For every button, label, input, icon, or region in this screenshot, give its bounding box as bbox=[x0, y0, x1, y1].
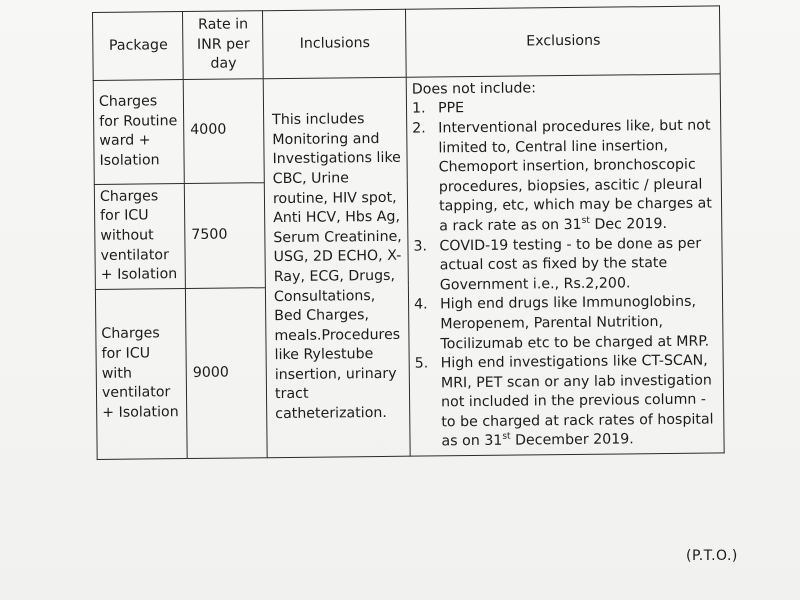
exclusion-text: PPE bbox=[437, 100, 465, 117]
header-inclusions: Inclusions bbox=[262, 9, 406, 78]
exclusion-item bbox=[415, 352, 720, 453]
exclusion-number: 1. bbox=[411, 100, 426, 118]
exclusion-number: 2. bbox=[412, 120, 426, 137]
package-cell: Charges for ICU with ventilator + Isolation bbox=[95, 288, 187, 459]
header-exclusions: Exclusions bbox=[405, 6, 720, 77]
header-package: Package bbox=[93, 12, 184, 81]
header-rate: Rate in INR per day bbox=[183, 11, 264, 80]
exclusions-intro: Does not include: bbox=[411, 80, 537, 98]
exclusion-item bbox=[413, 234, 718, 296]
exclusion-text: COVID-19 testing - to be done as per actual cost as fixed by the state Government i.e., Rs.2,200. bbox=[439, 235, 702, 294]
rate-cell: 7500 bbox=[184, 182, 265, 288]
exclusion-item bbox=[414, 293, 719, 355]
exclusion-number: 3. bbox=[413, 238, 428, 255]
table-header-row bbox=[93, 6, 721, 80]
pto-note: (P.T.O.) bbox=[686, 548, 738, 564]
package-cell: Charges for Routine ward + Isolation bbox=[93, 79, 184, 184]
table-row bbox=[93, 74, 721, 185]
ordinal-suffix: st bbox=[581, 215, 590, 226]
exclusions-list bbox=[412, 97, 720, 453]
package-rates-table bbox=[92, 5, 725, 460]
exclusion-text-end: Dec 2019. bbox=[589, 215, 668, 233]
exclusion-item bbox=[412, 116, 717, 237]
exclusions-cell bbox=[406, 74, 724, 457]
rate-cell: 4000 bbox=[183, 78, 264, 183]
exclusion-text: High end drugs like Immunoglobins, Meropenem, Parental Nutrition, Tocilizumab etc to be charged at MRP. bbox=[440, 294, 710, 352]
exclusion-text: High end investigations like CT-SCAN, MRI, PET scan or any lab investigation not included in the previous column - to be charged at rack rates of hospital as on 31 bbox=[440, 352, 714, 450]
inclusions-cell: This includes Monitoring and Investigations like CBC, Urine routine, HIV spot, Anti HCV, Hbs Ag, Serum Creatinine, USG, 2D ECHO, X-Ray, ECG, Drugs, Consultations, Bed Charges, meals.Procedures like Rylestube insertion, urinary tract catheterization. bbox=[263, 77, 410, 458]
exclusion-text: Interventional procedures like, but not limited to, Central line insertion, Chemoport insertion, bronchoscopic procedures, biopsies, ascitic / pleural tapping, etc, which may be charges at a rack rate as on 31 bbox=[438, 117, 712, 235]
package-cell: Charges for ICU without ventilator + Isolation bbox=[94, 183, 185, 289]
exclusion-text-end: December 2019. bbox=[510, 431, 634, 450]
rate-cell: 9000 bbox=[185, 287, 267, 458]
exclusion-number: 5. bbox=[414, 355, 429, 372]
ordinal-suffix: st bbox=[502, 432, 511, 443]
exclusion-number: 4. bbox=[414, 296, 428, 313]
